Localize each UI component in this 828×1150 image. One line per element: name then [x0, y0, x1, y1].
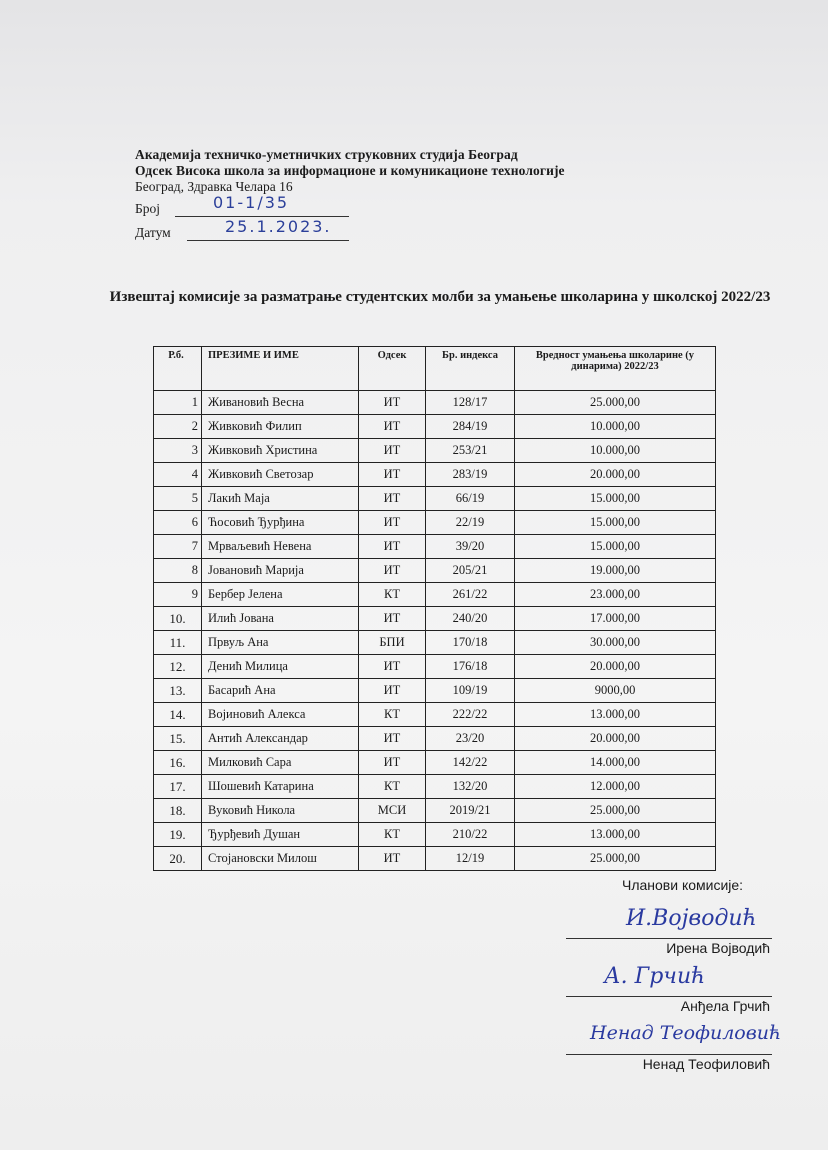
- table-row: [154, 487, 716, 511]
- row-number: 13.: [154, 679, 202, 703]
- discount-value: 23.000,00: [515, 583, 716, 607]
- index-number: 142/22: [426, 751, 515, 775]
- address: Београд, Здравка Челара 16: [135, 179, 293, 194]
- discount-value: 19.000,00: [515, 559, 716, 583]
- number-label: Број: [135, 201, 161, 216]
- index-number: 253/21: [426, 439, 515, 463]
- discount-value: 15.000,00: [515, 535, 716, 559]
- institution-name: Академија техничко-уметничких струковних студија Београд: [135, 147, 518, 162]
- header-no: Р.б.: [154, 347, 202, 391]
- table-row: [154, 655, 716, 679]
- discount-value: 13.000,00: [515, 703, 716, 727]
- row-number: 8: [154, 559, 202, 583]
- date-underline: [187, 240, 349, 241]
- discount-value: 9000,00: [515, 679, 716, 703]
- date-field: [135, 219, 565, 243]
- student-name: Шошевић Катарина: [202, 775, 359, 799]
- row-number: 14.: [154, 703, 202, 727]
- signature-1: И.Војводић: [626, 906, 757, 931]
- index-number: 2019/21: [426, 799, 515, 823]
- document-header: [135, 147, 565, 243]
- row-number: 20.: [154, 847, 202, 871]
- student-name: Живковић Светозар: [202, 463, 359, 487]
- row-number: 1: [154, 391, 202, 415]
- row-number: 12.: [154, 655, 202, 679]
- department: ИТ: [359, 559, 426, 583]
- row-number: 4: [154, 463, 202, 487]
- department: ИТ: [359, 655, 426, 679]
- row-number: 18.: [154, 799, 202, 823]
- department: ИТ: [359, 463, 426, 487]
- department: ИТ: [359, 751, 426, 775]
- table-row: [154, 847, 716, 871]
- index-number: 128/17: [426, 391, 515, 415]
- row-number: 5: [154, 487, 202, 511]
- student-name: Живковић Филип: [202, 415, 359, 439]
- student-name: Басарић Ана: [202, 679, 359, 703]
- discount-table: [153, 346, 716, 871]
- signature-line-1: [566, 938, 772, 939]
- student-name: Јовановић Марија: [202, 559, 359, 583]
- row-number: 15.: [154, 727, 202, 751]
- index-number: 170/18: [426, 631, 515, 655]
- discount-value: 13.000,00: [515, 823, 716, 847]
- table-row: [154, 679, 716, 703]
- department: ИТ: [359, 415, 426, 439]
- table-row: [154, 607, 716, 631]
- index-number: 210/22: [426, 823, 515, 847]
- signature-3: Ненад Теофиловић: [590, 1022, 782, 1044]
- department: КТ: [359, 823, 426, 847]
- index-number: 66/19: [426, 487, 515, 511]
- student-name: Мрваљевић Невена: [202, 535, 359, 559]
- student-name: Денић Милица: [202, 655, 359, 679]
- student-name: Илић Јована: [202, 607, 359, 631]
- row-number: 2: [154, 415, 202, 439]
- header-index: Бр. индекса: [426, 347, 515, 391]
- department: ИТ: [359, 511, 426, 535]
- row-number: 3: [154, 439, 202, 463]
- discount-value: 17.000,00: [515, 607, 716, 631]
- department: ИТ: [359, 727, 426, 751]
- row-number: 7: [154, 535, 202, 559]
- department: ИТ: [359, 607, 426, 631]
- header-dept: Одсек: [359, 347, 426, 391]
- discount-value: 12.000,00: [515, 775, 716, 799]
- department: КТ: [359, 703, 426, 727]
- row-number: 16.: [154, 751, 202, 775]
- index-number: 261/22: [426, 583, 515, 607]
- report-title: Извештај комисије за разматрање студентских молби за умањење школарина у школској 2022/23: [109, 289, 771, 305]
- index-number: 109/19: [426, 679, 515, 703]
- date-label: Датум: [135, 225, 171, 240]
- discount-value: 15.000,00: [515, 487, 716, 511]
- index-number: 39/20: [426, 535, 515, 559]
- table-row: [154, 439, 716, 463]
- table-row: [154, 775, 716, 799]
- student-name: Првуљ Ана: [202, 631, 359, 655]
- number-field: [135, 195, 565, 219]
- row-number: 17.: [154, 775, 202, 799]
- table-row: [154, 751, 716, 775]
- row-number: 6: [154, 511, 202, 535]
- discount-value: 30.000,00: [515, 631, 716, 655]
- department: ИТ: [359, 535, 426, 559]
- student-name: Лакић Маја: [202, 487, 359, 511]
- department: ИТ: [359, 847, 426, 871]
- department: КТ: [359, 775, 426, 799]
- department: БПИ: [359, 631, 426, 655]
- index-number: 205/21: [426, 559, 515, 583]
- table-row: [154, 415, 716, 439]
- department: ИТ: [359, 439, 426, 463]
- department: ИТ: [359, 391, 426, 415]
- table-row: [154, 391, 716, 415]
- discount-value: 10.000,00: [515, 415, 716, 439]
- department-name: Одсек Висока школа за информационе и комуникационе технологије: [135, 163, 565, 178]
- signature-line-3: [566, 1054, 772, 1055]
- department: МСИ: [359, 799, 426, 823]
- number-handwritten: 01-1/35: [213, 193, 290, 212]
- row-number: 9: [154, 583, 202, 607]
- table-row: [154, 535, 716, 559]
- row-number: 19.: [154, 823, 202, 847]
- index-number: 23/20: [426, 727, 515, 751]
- member-name-3: Ненад Теофиловић: [642, 1056, 770, 1072]
- discount-value: 20.000,00: [515, 463, 716, 487]
- signature-2: А. Грчић: [604, 964, 706, 989]
- student-name: Стојановски Милош: [202, 847, 359, 871]
- header-value: Вредност умањења школарине (у динарима) 2022/23: [515, 347, 716, 391]
- row-number: 11.: [154, 631, 202, 655]
- department: ИТ: [359, 487, 426, 511]
- discount-value: 20.000,00: [515, 727, 716, 751]
- table-row: [154, 511, 716, 535]
- discount-value: 25.000,00: [515, 391, 716, 415]
- department: ИТ: [359, 679, 426, 703]
- table-row: [154, 559, 716, 583]
- department: КТ: [359, 583, 426, 607]
- discount-value: 20.000,00: [515, 655, 716, 679]
- row-number: 10.: [154, 607, 202, 631]
- student-name: Вуковић Никола: [202, 799, 359, 823]
- index-number: 284/19: [426, 415, 515, 439]
- discount-value: 10.000,00: [515, 439, 716, 463]
- table-row: [154, 463, 716, 487]
- student-name: Ћосовић Ђурђина: [202, 511, 359, 535]
- discount-value: 14.000,00: [515, 751, 716, 775]
- student-name: Војиновић Алекса: [202, 703, 359, 727]
- index-number: 222/22: [426, 703, 515, 727]
- student-name: Ђурђевић Душан: [202, 823, 359, 847]
- index-number: 240/20: [426, 607, 515, 631]
- header-name: ПРЕЗИМЕ И ИМЕ: [202, 347, 359, 391]
- discount-value: 25.000,00: [515, 847, 716, 871]
- student-name: Живковић Христина: [202, 439, 359, 463]
- table-header-row: [154, 347, 716, 391]
- committee-title: Чланови комисије:: [622, 877, 744, 893]
- discount-value: 15.000,00: [515, 511, 716, 535]
- student-name: Бербер Јелена: [202, 583, 359, 607]
- table-row: [154, 583, 716, 607]
- discount-value: 25.000,00: [515, 799, 716, 823]
- member-name-1: Ирена Војводић: [666, 940, 770, 956]
- member-name-2: Анђела Грчић: [680, 998, 770, 1014]
- index-number: 12/19: [426, 847, 515, 871]
- student-name: Антић Александар: [202, 727, 359, 751]
- table-row: [154, 727, 716, 751]
- index-number: 22/19: [426, 511, 515, 535]
- index-number: 283/19: [426, 463, 515, 487]
- table-row: [154, 631, 716, 655]
- table-row: [154, 703, 716, 727]
- signature-line-2: [566, 996, 772, 997]
- table-row: [154, 799, 716, 823]
- student-name: Милковић Сара: [202, 751, 359, 775]
- index-number: 176/18: [426, 655, 515, 679]
- student-name: Живановић Весна: [202, 391, 359, 415]
- table-row: [154, 823, 716, 847]
- date-handwritten: 25.1.2023.: [225, 217, 332, 236]
- index-number: 132/20: [426, 775, 515, 799]
